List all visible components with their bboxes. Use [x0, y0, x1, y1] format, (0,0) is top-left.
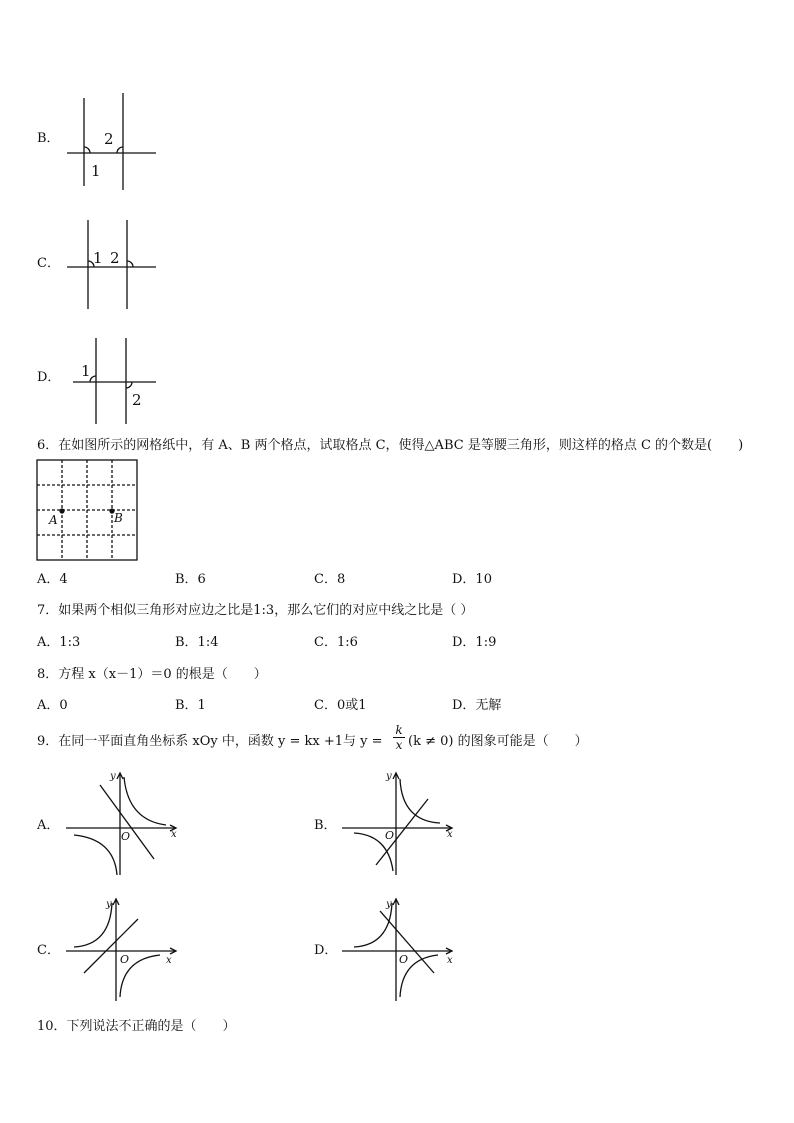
option-b-label: B． — [37, 131, 60, 146]
angle-label-1: 1 — [81, 362, 91, 380]
angle-arc — [90, 376, 96, 382]
angle-arc — [126, 382, 132, 388]
point-a-label: A — [49, 513, 58, 527]
angle-arc — [117, 147, 123, 153]
angle-label-1: 1 — [93, 249, 103, 267]
axis-x-label: x — [447, 829, 453, 840]
q8-option-b: B．1 — [175, 698, 206, 713]
fraction-numerator: k — [395, 723, 403, 737]
q9-option-a: A． — [37, 818, 60, 833]
axis-y-label: y — [110, 771, 116, 782]
question-7-stem: 7．如果两个相似三角形对应边之比是1:3，那么它们的对应中线之比是（ ） — [37, 603, 474, 618]
q9-option-c: C． — [37, 943, 60, 958]
q6-option-c: C．8 — [314, 572, 346, 587]
angle-label-2: 2 — [104, 130, 114, 148]
grid-figure — [37, 460, 139, 562]
figure-5c — [60, 215, 160, 315]
question-9-stem-start: 9．在同一平面直角坐标系 xOy 中，函数 y = kx +1与 y = — [37, 734, 383, 749]
option-d-label: D． — [37, 370, 61, 385]
origin-label: O — [121, 830, 131, 843]
q7-option-a: A．1:3 — [37, 635, 81, 650]
fraction-denominator: x — [395, 738, 403, 752]
angle-label-2: 2 — [110, 249, 120, 267]
q9-option-d: D． — [314, 943, 338, 958]
q7-option-c: C．1:6 — [314, 635, 358, 650]
angle-arc — [127, 261, 133, 267]
axis-x-label: x — [171, 829, 177, 840]
question-10-stem: 10．下列说法不正确的是（ ） — [37, 1019, 236, 1034]
q7-option-b: B．1:4 — [175, 635, 219, 650]
q8-option-d: D．无解 — [452, 698, 502, 713]
q6-option-b: B．6 — [175, 572, 206, 587]
figure-5b — [60, 90, 160, 190]
q6-option-a: A．4 — [37, 572, 68, 587]
q9-option-b: B． — [314, 818, 337, 833]
linear-graph — [84, 919, 138, 973]
axis-x-label: x — [447, 955, 453, 966]
point-a — [59, 508, 64, 513]
angle-label-1: 1 — [91, 162, 101, 180]
graph-c — [60, 893, 185, 1008]
q8-option-c: C．0或1 — [314, 698, 367, 713]
question-8-stem: 8．方程 x（x－1）＝0 的根是（ ） — [37, 667, 267, 682]
option-c-label: C． — [37, 256, 60, 271]
graph-d — [336, 893, 461, 1008]
angle-label-2: 2 — [132, 391, 142, 409]
hyperbola-branch — [124, 777, 166, 825]
q8-option-a: A．0 — [37, 698, 68, 713]
question-9-stem-end: (k ≠ 0) 的图象可能是（ ） — [408, 734, 588, 749]
origin-label: O — [399, 953, 409, 966]
linear-graph — [100, 785, 154, 859]
axis-x-label: x — [166, 955, 172, 966]
origin-label: O — [385, 829, 395, 842]
graph-b — [336, 765, 461, 880]
angle-arc — [84, 147, 90, 153]
axis-y-label: y — [386, 771, 392, 782]
fraction — [393, 723, 405, 752]
hyperbola-branch — [400, 779, 440, 823]
linear-graph — [376, 799, 428, 865]
q7-option-d: D．1:9 — [452, 635, 497, 650]
q6-option-d: D．10 — [452, 572, 492, 587]
axis-y-label: y — [386, 899, 392, 910]
axis-y-label: y — [106, 899, 112, 910]
origin-label: O — [120, 953, 130, 966]
question-6-stem: 6．在如图所示的网格纸中，有 A、B 两个格点，试取格点 C，使得△ABC 是等腰三角形，则这样的格点 C 的个数是( ) — [37, 438, 744, 453]
hyperbola-branch — [74, 835, 117, 875]
point-b-label: B — [114, 511, 123, 525]
figure-5d — [60, 330, 160, 430]
graph-a — [60, 765, 185, 880]
